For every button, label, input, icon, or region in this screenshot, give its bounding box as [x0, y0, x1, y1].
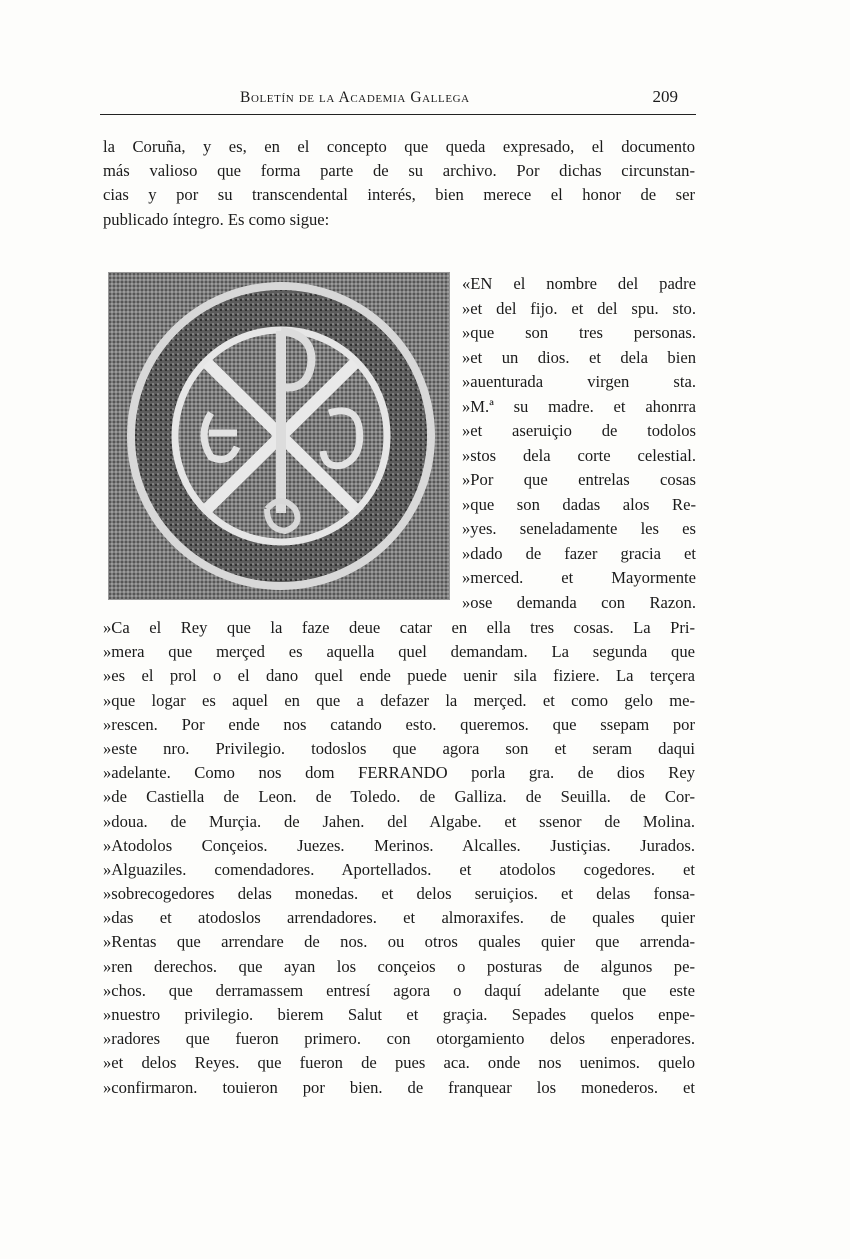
text-line: »sobrecogedores delas monedas. et delos seruiçios. et delas fonsa- [103, 884, 695, 904]
right-line: «EN el nombre del padre [462, 274, 696, 293]
intro-paragraph [103, 135, 695, 232]
text-line: »es el prol o el dano quel ende puede uenir sila fiziere. La terçera [103, 666, 695, 686]
text-line: »das et atodoslos arrendadores. et almoraxifes. de quales quier [103, 908, 695, 928]
text-line: »este nro. Privilegio. todoslos que agora son et seram daqui [103, 738, 695, 758]
intro-line: la Coruña, y es, en el concepto que queda expresado, el documento [103, 137, 695, 156]
text-line: »et delos Reyes. que fueron de pues aca. onde nos uenimos. quelo [103, 1053, 695, 1073]
page-number: 209 [652, 87, 678, 106]
text-line: »chos. que derramassem entresí agora o daquí adelante que este [103, 980, 695, 1000]
chrismon-icon [108, 272, 450, 600]
right-line: »yes. seneladamente les es [462, 519, 696, 538]
intro-line: cias y por su transcendental interés, bien merece el honor de ser [103, 185, 695, 205]
text-line: »ren derechos. que ayan los conçeios o posturas de algunos pe- [103, 956, 695, 976]
right-line: »stos dela corte celestial. [462, 445, 696, 465]
right-line: »M.ª su madre. et ahonrra [462, 396, 696, 416]
right-line: »et del fijo. et del spu. sto. [462, 298, 696, 318]
right-line: »et un dios. et dela bien [462, 347, 696, 367]
right-line: »que son dadas alos Re- [462, 494, 696, 514]
text-line: »confirmaron. touieron por bien. de franquear los monederos. et [103, 1077, 695, 1097]
running-header [100, 84, 696, 115]
intro-line: más valioso que forma parte de su archivo. Por dichas circunstan- [103, 161, 695, 181]
text-line: »mera que merçed es aquella quel demandam. La segunda que [103, 642, 695, 662]
intro-line: publicado íntegro. Es como sigue: [103, 209, 330, 229]
privilege-text [103, 616, 695, 1100]
right-line: »que son tres personas. [462, 323, 696, 342]
text-line: »Rentas que arrendare de nos. ou otros quales quier que arrenda- [103, 932, 695, 952]
right-line: »ose demanda con Razon. [462, 592, 696, 612]
text-line: »Ca el Rey que la faze deue catar en ella tres cosas. La Pri- [103, 618, 695, 637]
header-title: Boletín de la Academia Gallega [240, 89, 470, 106]
text-line: »Alguaziles. comendadores. Aportellados. et atodolos cogedores. et [103, 859, 695, 879]
right-column-text [462, 272, 696, 615]
text-line: »adelante. Como nos dom FERRANDO porla gra. de dios Rey [103, 763, 695, 783]
right-line: »auenturada virgen sta. [462, 372, 696, 391]
text-line: »rescen. Por ende nos catando esto. queremos. que ssepam por [103, 714, 695, 734]
right-line: »Por que entrelas cosas [462, 470, 696, 489]
text-line: »Atodolos Conçeios. Juezes. Merinos. Alcalles. Justiçias. Jurados. [103, 835, 695, 855]
right-line: »et aseruiçio de todolos [462, 421, 696, 440]
right-line: »dado de fazer gracia et [462, 543, 696, 563]
text-line: »nuestro privilegio. bierem Salut et graçia. Sepades quelos enpe- [103, 1005, 695, 1024]
right-line: »merced. et Mayormente [462, 568, 696, 587]
text-line: »doua. de Murçia. de Jahen. del Algabe. et ssenor de Molina. [103, 811, 695, 831]
text-line: »radores que fueron primero. con otorgamiento delos enperadores. [103, 1029, 695, 1049]
text-line: »de Castiella de Leon. de Toledo. de Galliza. de Seuilla. de Cor- [103, 787, 695, 807]
text-line: »que logar es aquel en que a defazer la merçed. et como gelo me- [103, 690, 695, 710]
